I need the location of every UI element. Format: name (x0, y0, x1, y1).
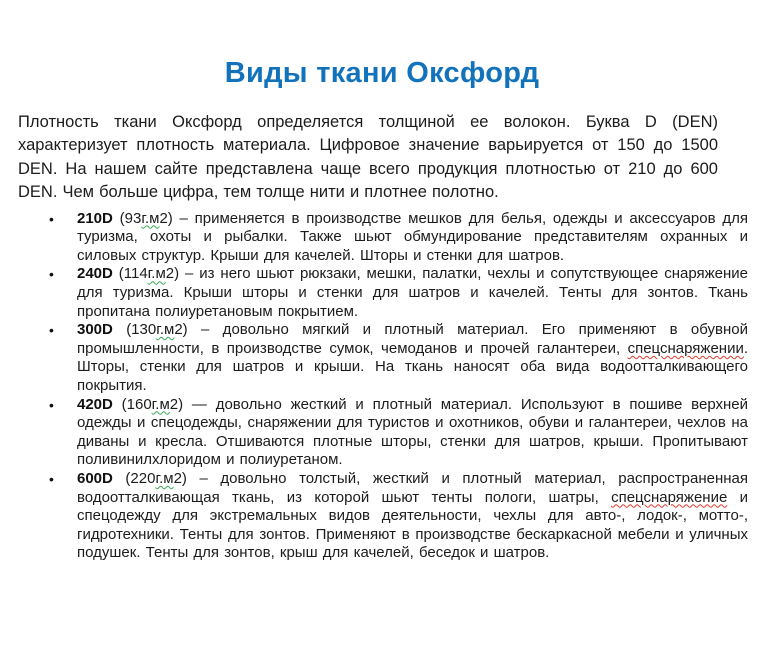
fabric-list-item (49, 469, 749, 563)
fabric-list-item (49, 209, 748, 266)
item-text: 2) – из него шьют рюкзаки, мешки, палатки, чехлы и сопутствующее снаряжение для туризма. Крыши шторы и стенки для шатров и качелей. Тенты для зонтов. Ткань пропитана полиуретановым покрытием. (77, 265, 748, 320)
item-text: 2) — довольно жесткий и плотный материал. Используют в пошиве верхней одежды и спецодежды, снаряжении для туристов и охотников, обуви и галантереи, чехлов на диваны и кресла. Отшиваются плотные шторы, стенки для шатров, крыши. Пропитывают поливинилхлоридом и полиуретаном. (77, 395, 748, 469)
bullet-icon: • (49, 266, 54, 283)
grammar-underline-gm: г.м (156, 321, 175, 339)
weight-open: (160 (112, 395, 152, 413)
weight-open: (220 (112, 469, 156, 487)
item-text: 2) – применяется в производстве мешков для белья, одежды и аксессуаров для туризма, охоты и рыбалки. Также шьют обмундирование представителям охранных и силовых структур. Крыши для качелей. Шторы и стенки для шатров. (77, 209, 748, 264)
fabric-list-item (49, 321, 748, 395)
spell-underline-word: спецснаряжение (611, 488, 728, 506)
weight-open: (114 (112, 265, 148, 283)
item-text-tail: и спецодежду для экстремальных видов деятельности, чехлы для авто-, лодок-, мотто-, гидротехники. Тенты для зонтов. Применяют в производстве бескаркасной мебели и уличных подушек. Тенты для зонтов, крыш для качелей, беседок и шатров. (77, 488, 749, 562)
grammar-underline-gm: г.м (141, 209, 160, 227)
fabric-list-item (49, 395, 748, 470)
page-title: Виды ткани Оксфорд (224, 57, 540, 89)
weight-open: (130 (112, 321, 157, 339)
density-term: 600D (77, 469, 113, 487)
density-term: 240D (77, 265, 113, 283)
density-term: 420D (77, 395, 113, 413)
bullet-icon: • (49, 396, 54, 413)
bullet-icon: • (49, 322, 54, 339)
spell-underline-word: спецснаряжении (627, 339, 744, 357)
item-text: 2) – довольно мягкий и плотный материал. Его применяют в обувной промышленности, в производстве сумок, чемоданов и прочей галантереи, (77, 321, 748, 357)
density-term: 210D (77, 209, 113, 227)
fabric-list (0, 210, 748, 563)
item-text-tail: . Шторы, стенки для шатров и крыши. На ткань наносят оба вида водоотталкивающего покрытия. (77, 339, 748, 394)
weight-open: (93 (112, 209, 142, 227)
intro-paragraph: Плотность ткани Оксфорд определяется толщиной ее волокон. Буква D (DEN) характеризует плотность материала. Цифровое значение варьируется от 150 до 1500 DEN. На нашем сайте представлена чаще всего продукция плотностью от 210 до 600 DEN. Чем больше цифра, тем толще нити и плотнее полотно. (18, 113, 718, 202)
fabric-list-item (49, 265, 748, 321)
grammar-underline-gm: г.м (155, 469, 174, 487)
bullet-icon: • (49, 470, 54, 487)
bullet-icon: • (49, 210, 54, 227)
item-text: 2) – довольно толстый, жесткий и плотный материал, распространенная водоотталкивающая ткань, из которой шьют тенты пологи, шатры, (77, 469, 748, 506)
grammar-underline-gm: г.м (151, 395, 170, 413)
density-term: 300D (77, 321, 113, 339)
grammar-underline-gm: г.м (147, 265, 166, 283)
